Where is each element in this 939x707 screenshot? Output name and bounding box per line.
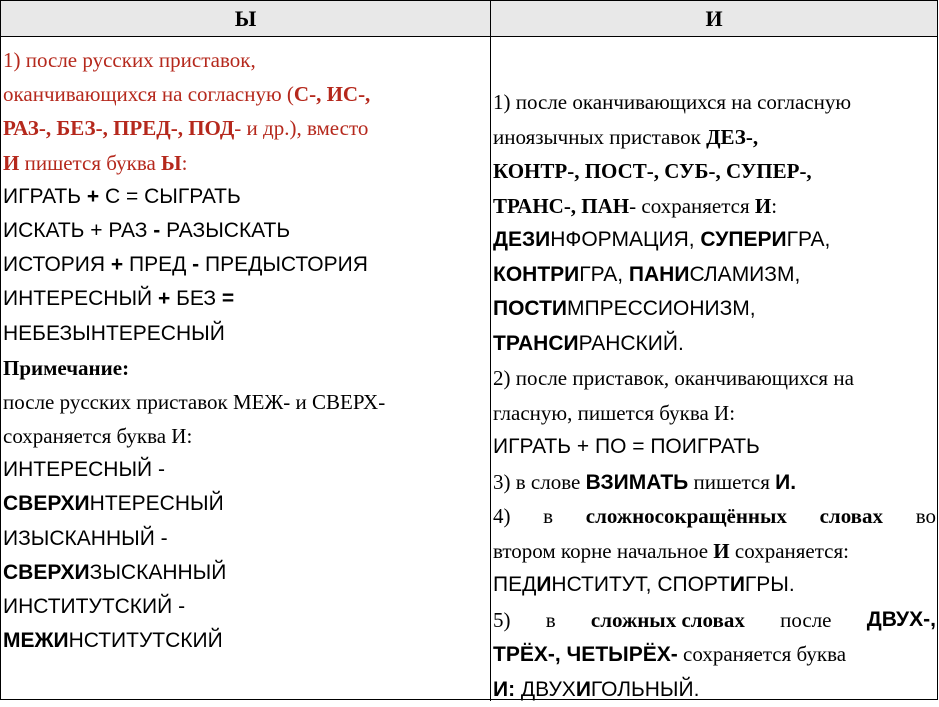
text: гласную, пишется буква И: xyxy=(493,400,736,425)
text: С = СЫГРАТЬ xyxy=(99,184,241,208)
prefix-list: С-, ИС-, xyxy=(293,82,371,107)
rule-1-line xyxy=(3,111,490,145)
text: иноязычных приставок xyxy=(493,124,707,149)
example-line xyxy=(493,258,936,293)
text: 1) после русских приставок, xyxy=(3,48,256,72)
text: БЕЗ xyxy=(170,287,222,311)
text: ИГРАТЬ + ПО = ПОИГРАТЬ xyxy=(493,435,760,458)
text: во xyxy=(915,504,936,528)
text: НСТИТУТ, СПОРТ xyxy=(551,573,730,596)
rule-1-line xyxy=(493,85,936,120)
rule-1-line xyxy=(493,189,936,224)
text: 5) xyxy=(493,607,511,632)
example-line xyxy=(493,223,936,258)
text: ИГРАТЬ xyxy=(3,184,87,208)
text: ГРЫ. xyxy=(744,573,795,596)
column-divider xyxy=(490,37,491,701)
text: МПРЕССИОНИЗМ, xyxy=(567,297,756,320)
text: 4) xyxy=(493,504,511,528)
text: ГРА, xyxy=(786,228,831,251)
text: СЛАМИЗМ, xyxy=(689,262,801,286)
example-line xyxy=(3,214,490,248)
note-example xyxy=(3,590,490,624)
prefix: ДЕЗИ xyxy=(493,228,551,251)
note-line xyxy=(3,419,490,453)
prefix-list: ДЕЗ-, xyxy=(706,124,759,149)
prefix-list: ТРАНС-, ПАН xyxy=(493,193,630,218)
prefix: КОНТРИ xyxy=(493,262,580,286)
operator: - xyxy=(153,218,161,242)
text: ИСКАТЬ + РАЗ xyxy=(3,218,154,242)
column-i-rules xyxy=(492,37,938,706)
text: ПЕД xyxy=(493,573,537,596)
prefix-list: ДВУХ-, xyxy=(866,607,936,631)
prefix-list: РАЗ-, БЕЗ-, ПРЕД-, ПОД xyxy=(3,116,235,141)
prefix-list: ТРЁХ-, ЧЕТЫРЁХ- xyxy=(493,643,678,666)
letter: Ы xyxy=(161,150,182,175)
example-line xyxy=(3,180,490,214)
rule-2-line xyxy=(493,396,936,431)
text: ИНТЕРЕСНЫЙ xyxy=(3,287,158,311)
example-line xyxy=(493,430,936,465)
text: ПРЕД xyxy=(123,253,193,277)
text: : xyxy=(771,193,778,218)
rule-4-line xyxy=(493,499,936,534)
text: сохраняется буква И: xyxy=(3,424,193,449)
text: 3) в слове xyxy=(493,469,586,494)
rule-1-line xyxy=(493,120,936,155)
text: НТЕРЕСНЫЙ xyxy=(89,492,224,516)
operator: + xyxy=(86,184,100,208)
text: РАЗЫСКАТЬ xyxy=(160,218,291,242)
text: НФОРМАЦИЯ, xyxy=(550,228,701,251)
text: втором корне начальное xyxy=(493,538,714,563)
prefix: МЕЖИ xyxy=(3,629,69,653)
text: Примечание: xyxy=(3,355,130,380)
example-line xyxy=(493,327,936,362)
column-header-y: Ы xyxy=(1,1,491,37)
example-line xyxy=(3,248,490,282)
text: ГОЛЬНЫЙ. xyxy=(590,677,700,701)
text: пишется xyxy=(688,469,776,494)
letter: И xyxy=(713,538,730,563)
term: словах xyxy=(819,504,884,528)
rule-1-line xyxy=(3,146,490,180)
rule-1-line xyxy=(493,154,936,189)
example-line xyxy=(493,292,936,327)
column-y-rules xyxy=(1,37,490,658)
text: после русских приставок МЕЖ- и СВЕРХ- xyxy=(3,389,386,414)
prefix: СВЕРХИ xyxy=(3,492,90,516)
prefix: СВЕРХИ xyxy=(3,560,90,584)
note-example xyxy=(3,522,490,556)
note-title xyxy=(3,351,490,385)
term: сложносокращённых xyxy=(585,504,787,528)
note-example xyxy=(3,453,490,487)
example-line xyxy=(493,568,936,603)
text: ДВУХ xyxy=(515,677,576,701)
text: ПРЕДЫСТОРИЯ xyxy=(199,253,368,277)
text: НЕБЕЗЫНТЕРЕСНЫЙ xyxy=(3,321,225,345)
letter: И xyxy=(729,573,745,596)
text: сохраняется буква xyxy=(677,642,847,666)
prefix: ТРАНСИ xyxy=(493,331,579,355)
text: после xyxy=(780,607,832,632)
letter: И: xyxy=(493,677,516,701)
prefix: ПАНИ xyxy=(628,262,690,286)
operator: + xyxy=(110,253,124,277)
note-example xyxy=(3,556,490,590)
column-header-i: И xyxy=(491,1,937,37)
text: ГРА, xyxy=(579,262,629,286)
text: сохраняется: xyxy=(729,538,849,563)
example-line xyxy=(3,282,490,316)
word: ВЗИМАТЬ xyxy=(585,470,689,494)
operator: = xyxy=(221,287,235,311)
prefix: СУПЕРИ xyxy=(700,228,787,251)
text: 1) после оканчивающихся на согласную xyxy=(493,90,852,114)
example-line xyxy=(3,317,490,351)
note-example xyxy=(3,487,490,521)
text: 2) после приставок, оканчивающихся на xyxy=(493,366,854,390)
text: оканчивающихся на согласную ( xyxy=(3,82,294,107)
rule-5-line xyxy=(493,603,936,638)
letter: И xyxy=(754,193,772,218)
letter: И xyxy=(3,150,20,175)
letter: И xyxy=(575,677,591,701)
text: ИНТЕРЕСНЫЙ - xyxy=(3,458,165,482)
text: РАНСКИЙ. xyxy=(578,331,684,355)
text: ИНСТИТУТСКИЙ - xyxy=(3,595,186,618)
text: ИСТОРИЯ xyxy=(3,253,111,277)
rule-3-line xyxy=(493,465,936,500)
rule-1-line xyxy=(3,43,490,77)
text: - сохраняется xyxy=(629,193,755,218)
text: в xyxy=(543,504,554,528)
prefix-list: КОНТР-, ПОСТ-, СУБ-, СУПЕР-, xyxy=(493,159,812,183)
note-line xyxy=(3,385,490,419)
prefix: ПОСТИ xyxy=(493,297,567,320)
rule-1-line xyxy=(3,77,490,111)
term: сложных словах xyxy=(590,607,745,632)
text: в xyxy=(545,607,556,632)
note-example xyxy=(3,624,490,658)
text: пишется буква xyxy=(19,150,162,175)
letter: И xyxy=(536,573,552,596)
rule-2-line xyxy=(493,361,936,396)
rule-4-line xyxy=(493,534,936,569)
text: НСТИТУТСКИЙ xyxy=(68,629,223,653)
text: ЗЫСКАННЫЙ xyxy=(89,560,227,584)
operator: - xyxy=(192,253,200,277)
text: ИЗЫСКАННЫЙ - xyxy=(3,526,168,550)
operator: + xyxy=(157,287,171,311)
rule-5-line xyxy=(493,637,936,672)
letter: И. xyxy=(775,470,797,494)
text: - и др.), вместо xyxy=(234,116,369,141)
text: : xyxy=(181,150,188,175)
